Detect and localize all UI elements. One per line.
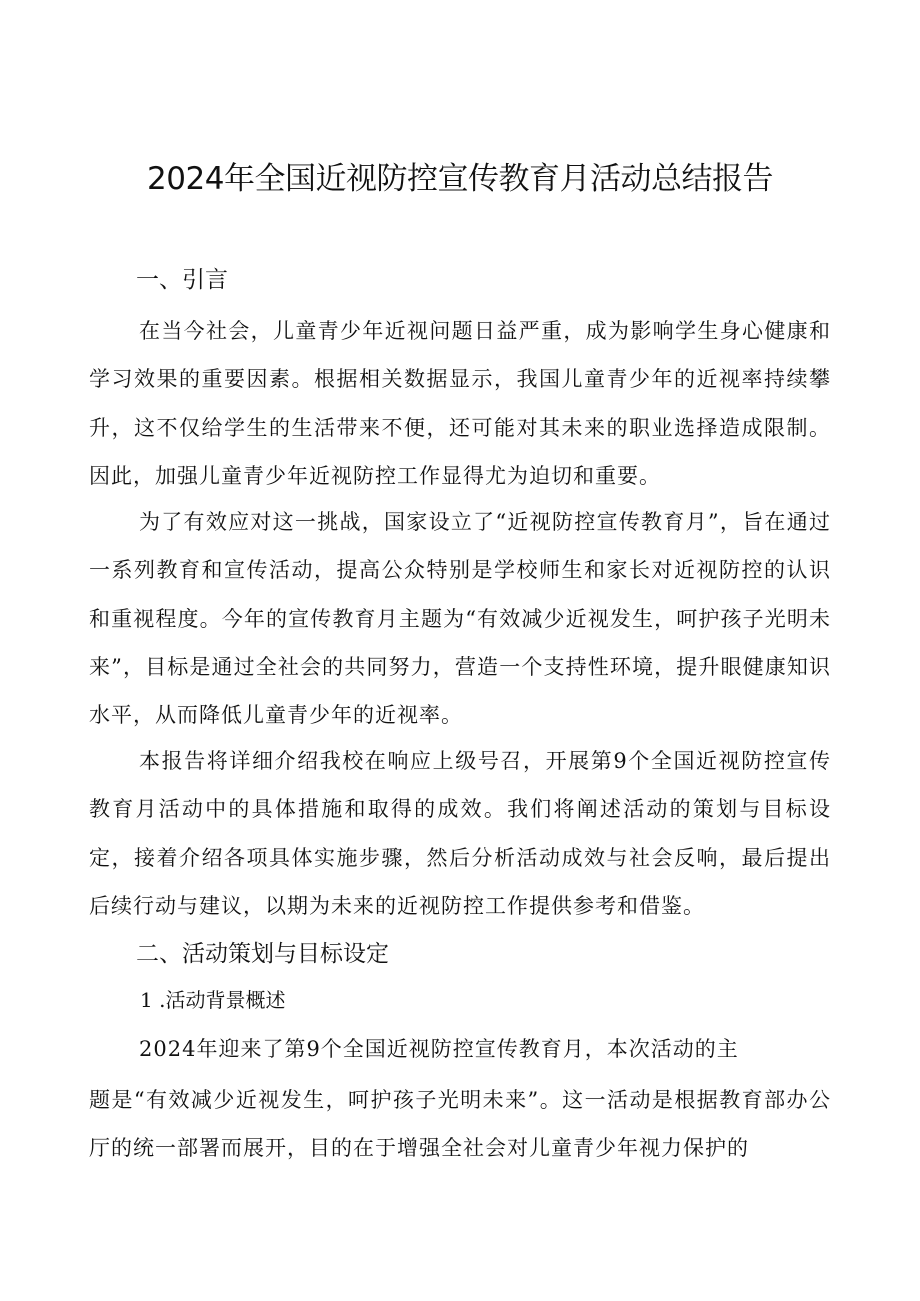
- paragraph-intro-1: 在当今社会，儿童青少年近视问题日益严重，成为影响学生身心健康和学习效果的重要因素。根据相关数据显示，我国儿童青少年的近视率持续攀升，这不仅给学生的生活带来不便，还可能对其未来的职业选择造成限制。因此，加强儿童青少年近视防控工作显得尤为迫切和重要。: [89, 319, 831, 488]
- subsection-heading-background: 1 .活动背景概述: [140, 988, 286, 1012]
- paragraph-intro-3: 本报告将详细介绍我校在响应上级号召，开展第9个全国近视防控宣传教育月活动中的具体措施和取得的成效。我们将阐述活动的策划与目标设定，接着介绍各项具体实施步骤，然后分析活动成效与社会反响，最后提出后续行动与建议，以期为未来的近视防控工作提供参考和借鉴。: [89, 749, 831, 918]
- document-title: 2024年全国近视防控宣传教育月活动总结报告: [147, 161, 773, 197]
- section-heading-planning: 二、活动策划与目标设定: [136, 941, 389, 967]
- paragraph-background-first-line: 2024年迎来了第9个全国近视防控宣传教育月，本次活动的主: [139, 1037, 739, 1061]
- section-heading-introduction: 一、引言: [136, 267, 228, 293]
- paragraph-background-body: 题是“有效减少近视发生，呵护孩子光明未来”。这一活动是根据教育部办公厅的统一部署而展开，目的在于增强全社会对儿童青少年视力保护的: [89, 1088, 831, 1161]
- paragraph-intro-2: 为了有效应对这一挑战，国家设立了“近视防控宣传教育月”，旨在通过一系列教育和宣传活动，提高公众特别是学校师生和家长对近视防控的认识和重视程度。今年的宣传教育月主题为“有效减少近视发生，呵护孩子光明未来”，目标是通过全社会的共同努力，营造一个支持性环境，提升眼健康知识水平，从而降低儿童青少年的近视率。: [89, 510, 831, 728]
